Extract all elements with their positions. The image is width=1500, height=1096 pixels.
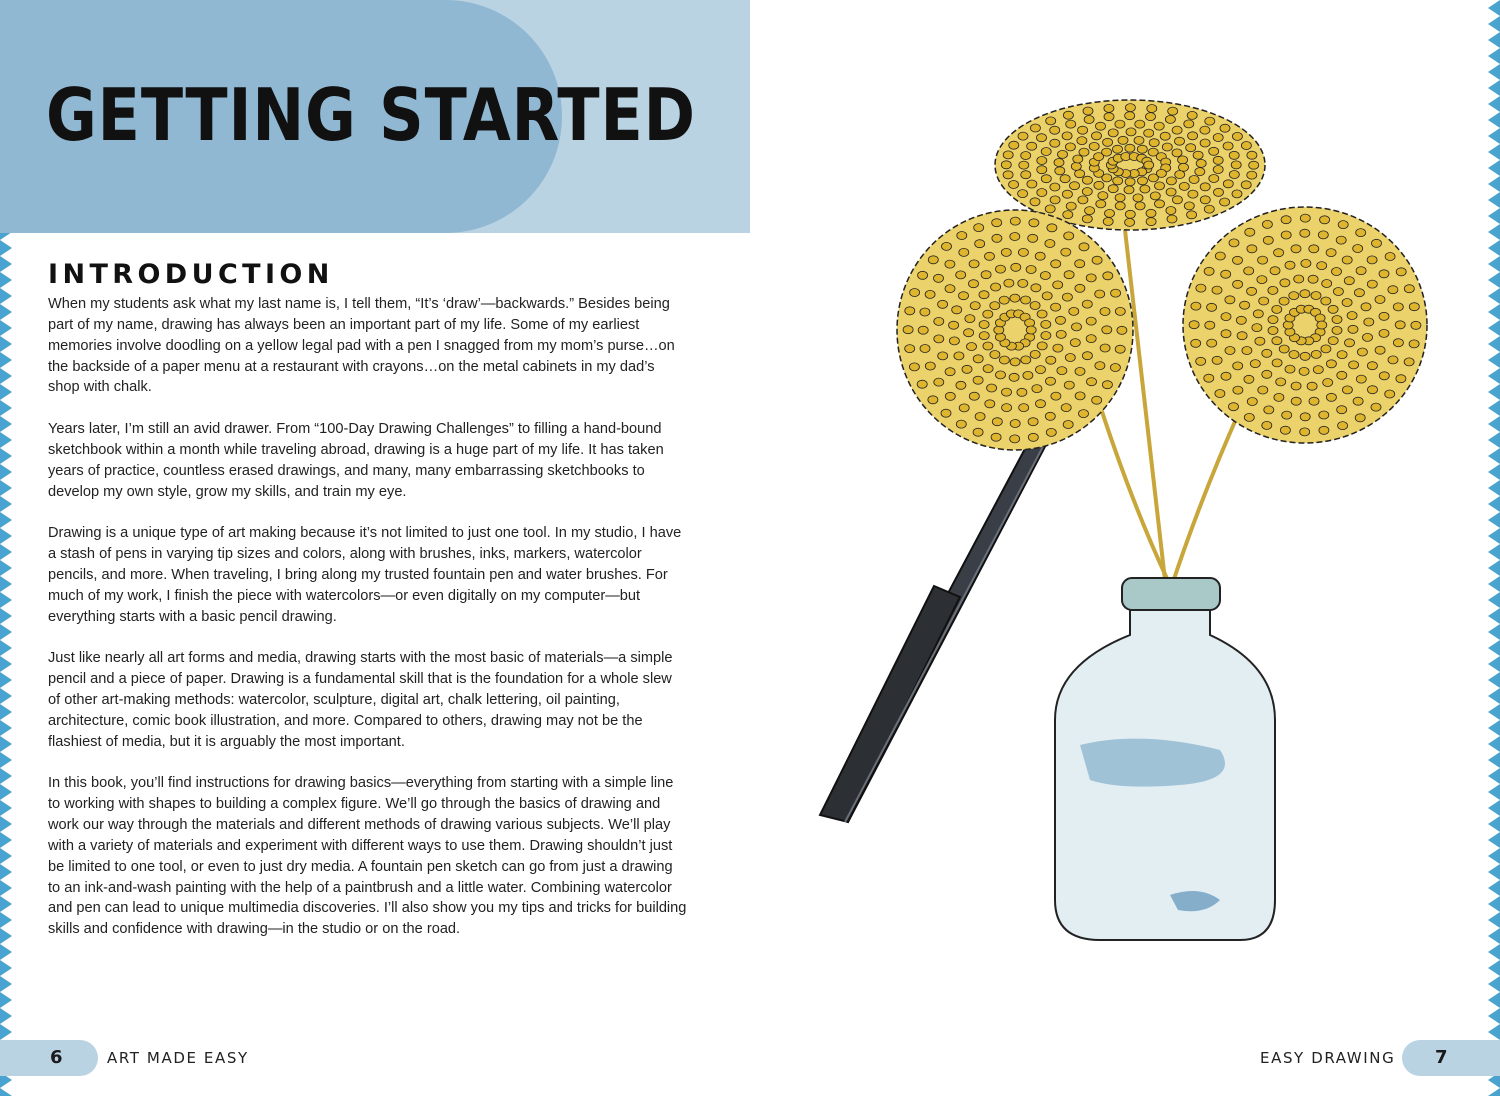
right-page-number: 7 (1402, 1040, 1500, 1076)
zigzag-border-right (1488, 0, 1500, 1096)
paragraph: Drawing is a unique type of art making because it’s not limited to just one tool. In my studio, I have a stash of pens in varying tip sizes and colors, along with brushes, inks, markers, watercolor pencils, and more. When traveling, I bring along my trusted fountain pen and water brushes. For much of my work, I finish the piece with watercolors—or even digitally on my computer—but everything starts with a basic pencil drawing. (48, 525, 682, 625)
section-heading: INTRODUCTION (48, 259, 334, 290)
right-running-footer: EASY DRAWING (1260, 1049, 1396, 1067)
jar-icon (1055, 578, 1275, 940)
flower-vase-illustration (800, 80, 1460, 980)
page-title: GETTING STARTED (46, 73, 696, 157)
left-running-footer: ART MADE EASY (107, 1049, 249, 1067)
flower-icon (897, 100, 1427, 450)
left-page-number: 6 (0, 1040, 98, 1076)
paragraph: Just like nearly all art forms and media, drawing starts with the most basic of materials—a simple pencil and a piece of paper. Drawing is a fundamental skill that is the foundation for a whole slew of other art-making methods: watercolor, sculpture, digital art, chalk lettering, oil painting, architecture, comic book illustration, and more. Compared to others, drawing may not be the flashiest of media, but it is arguably the most important. (48, 650, 673, 750)
paragraph: When my students ask what my last name is, I tell them, “It’s ‘draw’—backwards.” Besides being part of my name, drawing has always been an important part of my life. Some of my earliest memories involve doodling on a yellow legal pad with a pen I snagged from my mom’s purse…on the backside of a paper menu at a restaurant with crayons…on the metal cabinets in my dad’s shop with chalk. (48, 296, 675, 396)
pen-icon (820, 392, 1068, 822)
paragraph: Years later, I’m still an avid drawer. From “100-Day Drawing Challenges” to filling a hand-bound sketchbook within a month while traveling abroad, drawing is a huge part of my life. It has taken years of practice, countless erased drawings, and many, many embarrassing sketchbooks to develop my own style, grow my skills, and train my eye. (48, 421, 664, 500)
paragraph: In this book, you’ll find instructions for drawing basics—everything from starting with a simple line to working with shapes to building a complex figure. We’ll go through the basics of drawing and work our way through the materials and different methods of drawing various subjects. We’ll play with a variety of materials and experiment with different ways to use them. Drawing shouldn’t just be limited to one tool, or even to just dry media. A fountain pen sketch can go from just a drawing to an ink-and-wash painting with the help of a paintbrush and a little water. Combining watercolor and pen can lead to unique multimedia discoveries. I’ll also show you my tips and tricks for building skills and confidence with drawing—in the studio or on the road. (48, 775, 687, 938)
body-text (48, 294, 688, 961)
